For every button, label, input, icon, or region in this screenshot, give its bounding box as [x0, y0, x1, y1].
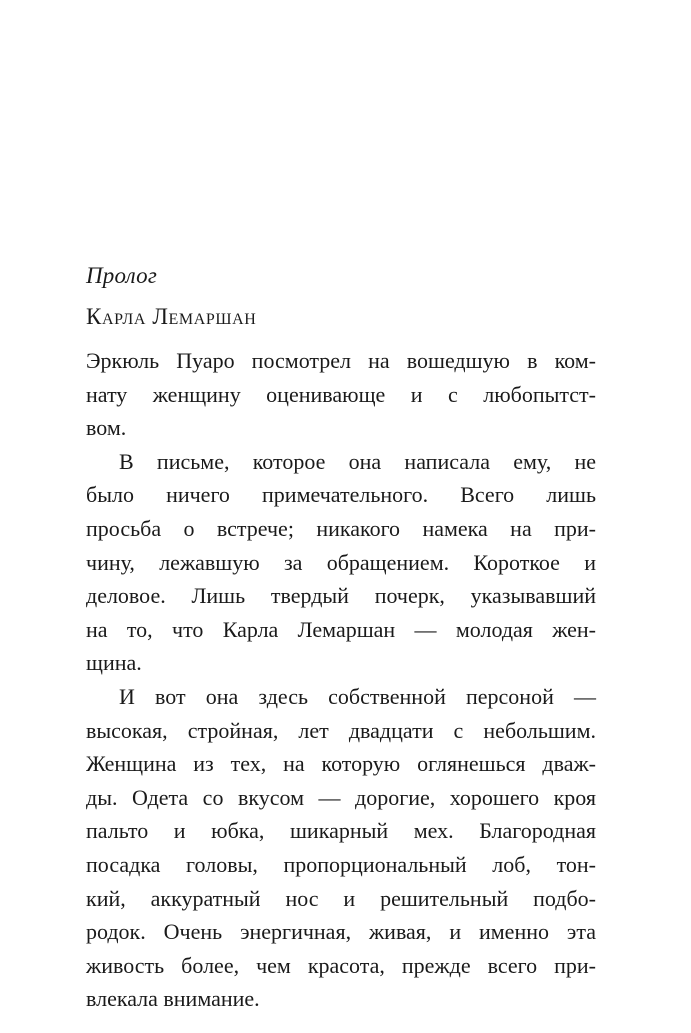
text-line: нату женщину оценивающе и с любопытст- — [86, 381, 596, 407]
text-line: Женщина из тех, на которую оглянешься дваж- — [86, 751, 596, 777]
text-line: В письме, которое она написала ему, не — [119, 448, 596, 474]
text-line: высокая, стройная, лет двадцати с небольшим. — [86, 717, 596, 743]
text-line: было ничего примечательного. Всего лишь — [86, 482, 596, 508]
text-line: деловое. Лишь твердый почерк, указывавший — [86, 583, 596, 609]
text-line: чину, лежавшую за обращением. Короткое и — [86, 549, 596, 575]
body-text — [86, 344, 596, 1016]
text-line: ды. Одета со вкусом — дорогие, хорошего кроя — [86, 784, 596, 810]
text-line: на то, что Карла Лемаршан — молодая жен- — [86, 616, 596, 642]
section-label: Пролог — [86, 263, 158, 288]
chapter-title: Карла Лемаршан — [86, 304, 257, 329]
text-line: Эркюль Пуаро посмотрел на вошедшую в ком- — [86, 348, 596, 373]
text-line: щина. — [86, 650, 142, 676]
text-line: влекала внимание. — [86, 986, 260, 1012]
text-line: вом. — [86, 415, 127, 441]
text-line: посадка головы, пропорциональный лоб, тон- — [86, 851, 596, 877]
text-line: пальто и юбка, шикарный мех. Благородная — [86, 818, 596, 844]
text-line: живость более, чем красота, прежде всего при- — [86, 952, 596, 978]
book-page — [86, 0, 596, 1033]
text-line: просьба о встрече; никакого намека на при- — [86, 515, 596, 541]
text-line: родок. Очень энергичная, живая, и именно эта — [86, 919, 596, 945]
text-line: И вот она здесь собственной персоной — — [119, 683, 596, 709]
text-line: кий, аккуратный нос и решительный подбо- — [86, 885, 596, 911]
